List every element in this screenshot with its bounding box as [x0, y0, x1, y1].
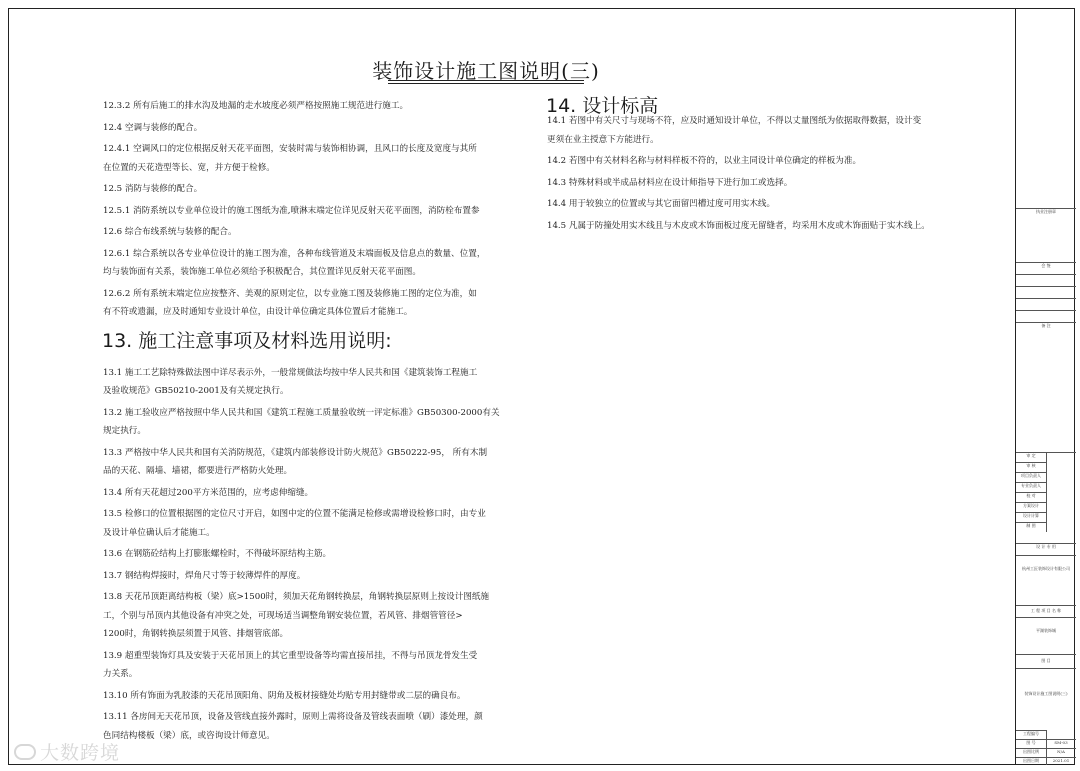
- design-cell: [1016, 502, 1046, 512]
- text-line: 均与装饰面有关系，装饰施工单位必须给予积极配合，其位置详见反射天花平面图。: [103, 267, 421, 277]
- text-line: 13.6 在钢筋砼结构上打膨胀螺栓时，不得破坏原结构主筋。: [103, 549, 332, 559]
- text-line: 12.5 消防与装修的配合。: [103, 184, 203, 194]
- text-line: 12.6.2 所有系统末端定位应按整齐、美观的原则定位，以专业施工图及装修施工图的定位为准，如: [103, 288, 477, 299]
- text-line: 更须在业主授意下方能进行。: [547, 134, 659, 145]
- text-line: 13.3 严格按中华人民共和国有关消防规范，《建筑内部装修设计防火规范》GB50222-95， 所有木制: [103, 447, 488, 458]
- drawing-no-cell: [1016, 739, 1046, 748]
- watermark-logo-icon: [14, 744, 36, 760]
- discipline-lead-cell: [1016, 482, 1046, 492]
- remarks-cell: [1016, 322, 1076, 452]
- text-line: 1200时，角钢转换层须置于风管、排烟管底部。: [103, 629, 289, 639]
- tb-bottom-vertical-divider: [1046, 730, 1047, 765]
- countersign-row: [1016, 286, 1076, 298]
- text-line: 13.8 天花吊顶距离结构板（梁）底>1500时，须加天花角钢转换层，角钢转换层原则上按设计图纸施: [103, 592, 490, 602]
- section14-heading: 14. 设计标高: [546, 95, 659, 117]
- text-line: 工，个别与吊顶内其他设备有冲突之处，可现场适当调整角钢安装位置，若风管、排烟管管径>: [103, 610, 463, 621]
- drawing-design-cell: [1016, 512, 1046, 522]
- title-block: [1015, 8, 1075, 765]
- project-lead-label: 项目负责人: [1021, 473, 1041, 478]
- project-name: 平湖装饰城: [1036, 628, 1056, 633]
- drafting-cell: [1016, 522, 1046, 532]
- project-lead-cell: [1016, 472, 1046, 482]
- text-line: 及验收规范》GB50210-2001及有关规定执行。: [103, 386, 289, 396]
- text-line: 有不符或遗漏，应及时通知专业设计单位，由设计单位确定具体位置后才能施工。: [103, 307, 413, 317]
- cert-cell: [1016, 543, 1076, 555]
- drafting-label: 制 图: [1026, 523, 1036, 528]
- text-line: 12.6 综合布线系统与装修的配合。: [103, 227, 237, 237]
- drawing-name-cell: [1016, 668, 1076, 730]
- text-line: 12.3.2 所有后施工的排水沟及地漏的走水坡度必须严格按照施工规范进行施工。: [103, 101, 409, 111]
- cert-label: 设 计 专 用: [1036, 544, 1056, 549]
- text-line: 13.2 施工验收应严格按照中华人民共和国《建筑工程施工质量验收统一评定标准》GB50300-2000有关: [103, 407, 500, 418]
- stamp-cell: [1016, 208, 1076, 270]
- text-line: 13.10 所有饰面为乳胶漆的天花吊顶阳角、阴角及板材接缝处均贴专用封缝带或二层的确良布。: [103, 690, 466, 701]
- countersign-cell: [1016, 262, 1076, 274]
- text-line: 14.5 凡属于防撞处用实木线且与木皮或木饰面板过度无留缝者，均采用木皮或木饰面贴于实木线上。: [547, 220, 930, 231]
- text-line: 力关系。: [103, 669, 138, 679]
- right-column: [547, 112, 957, 235]
- project-name-label: 工 程 项 目 名 称: [1030, 608, 1062, 613]
- text-line: 品的天花、隔墙、墙裙，都要进行严格防火处理。: [103, 466, 293, 476]
- project-no-cell: [1016, 730, 1046, 739]
- text-line: 14.2 若图中有关材料名称与材料样板不符的，以业主同设计单位确定的样板为准。: [547, 156, 862, 166]
- text-line: 13.1 施工工艺除特殊做法图中详尽表示外，一般常规做法均按中华人民共和国《建筑装饰工程施工: [103, 367, 478, 378]
- drawing-no-value-cell: [1046, 739, 1076, 748]
- approve-label: 审 定: [1026, 453, 1036, 458]
- date-cell: [1016, 757, 1046, 765]
- left-column: [103, 97, 503, 745]
- review-cell: [1016, 462, 1046, 472]
- scale-value: N/A: [1057, 749, 1065, 754]
- title-underline: [388, 80, 584, 81]
- title-underline-thin: [388, 83, 584, 84]
- design-label: 方案设计: [1023, 503, 1039, 508]
- discipline-lead-label: 专业负责人: [1021, 483, 1041, 488]
- drawing-name-label: 图 目: [1041, 658, 1051, 663]
- text-line: 12.6.1 综合系统以各专业单位设计的施工图为准，各种布线管道及末端面板及信息点的数量、位置，: [103, 248, 486, 259]
- countersign-label: 会 签: [1041, 263, 1051, 268]
- project-no-label: 工程编号: [1023, 731, 1039, 736]
- remarks-label: 备 注: [1041, 323, 1051, 328]
- text-line: 及设计单位确认后才能施工。: [103, 527, 215, 538]
- text-line: 14.3 特殊材料或半成品材料应在设计师指导下进行加工或选择。: [547, 177, 793, 188]
- text-line: 14.4 用于较独立的位置或与其它面留凹槽过度可用实木线。: [547, 199, 776, 209]
- text-line: 在位置的天花造型等长、宽，并方便于检修。: [103, 162, 275, 173]
- text-line: 规定执行。: [103, 426, 146, 436]
- drawing-design-label: 设计计算: [1023, 513, 1039, 518]
- scale-label: 出图比例: [1023, 749, 1039, 754]
- section13-heading: 13. 施工注意事项及材料选用说明:: [102, 329, 392, 352]
- date-label: 出图日期: [1023, 758, 1039, 763]
- text-line: 14.1 若图中有关尺寸与现场不符，应及时通知设计单位，不得以丈量图纸为依据取得数据，设计变: [547, 116, 922, 126]
- text-line: 13.7 钢结构焊接时，焊角尺寸等于较薄焊件的厚度。: [103, 570, 306, 581]
- scale-cell: [1016, 748, 1046, 757]
- project-name-cell: [1016, 617, 1076, 654]
- section12-lines: [103, 97, 503, 322]
- section13-lines: [103, 364, 503, 746]
- text-line: 12.4.1 空调风口的定位根据反射天花平面图，安装时需与装饰相协调，且风口的长度及宽度与其所: [103, 144, 477, 154]
- countersign-row: [1016, 310, 1076, 322]
- date-value-cell: [1046, 757, 1076, 765]
- company-name: 杭州工匠装饰设计有限公司: [1022, 566, 1070, 571]
- text-line: 色同结构楼板（梁）底，或咨询设计师意见。: [103, 730, 275, 741]
- drawing-no-value: SM-03: [1054, 740, 1068, 745]
- tb-vertical-divider: [1046, 452, 1047, 532]
- text-line: 12.4 空调与装修的配合。: [103, 122, 203, 133]
- text-line: 13.5 检修口的位置根据图的定位尺寸开启，如图中定的位置不能满足检修或需增设检修口时，由专业: [103, 509, 486, 519]
- review-label: 审 核: [1026, 463, 1036, 468]
- text-line: 13.11 各房间无天花吊顶，设备及管线直接外露时，原则上需将设备及管线表面喷（刷）漆处理，颜: [103, 712, 483, 722]
- stamp-label: 执业注册章: [1036, 209, 1056, 214]
- text-line: 13.9 超重型装饰灯具及安装于天花吊顶上的其它重型设备等均需直接吊挂，不得与吊顶龙骨发生受: [103, 650, 478, 661]
- project-name-label-cell: [1016, 605, 1076, 617]
- page-title: 装饰设计施工图说明(三): [372, 59, 600, 83]
- check-cell: [1016, 492, 1046, 502]
- countersign-row: [1016, 274, 1076, 286]
- text-line: 12.5.1 消防系统以专业单位设计的施工图纸为准,喷淋末端定位详见反射天花平面图，消防栓布置参: [103, 205, 480, 216]
- watermark: [14, 738, 120, 765]
- text-line: 13.4 所有天花超过200平方米范围的，应考虑伸缩缝。: [103, 487, 314, 498]
- company-cell: [1016, 555, 1076, 605]
- scale-value-cell: [1046, 748, 1076, 757]
- approve-cell: [1016, 452, 1046, 462]
- drawing-name: 装饰设计施工图说明(三): [1024, 691, 1068, 696]
- drawing-no-label: 图 号: [1026, 740, 1036, 745]
- countersign-row: [1016, 298, 1076, 310]
- watermark-text: 大数跨境: [40, 742, 121, 764]
- date-value: 2021.01: [1052, 758, 1070, 763]
- section14-lines: [547, 112, 957, 235]
- check-label: 校 对: [1026, 493, 1036, 498]
- drawing-name-label-cell: [1016, 654, 1076, 668]
